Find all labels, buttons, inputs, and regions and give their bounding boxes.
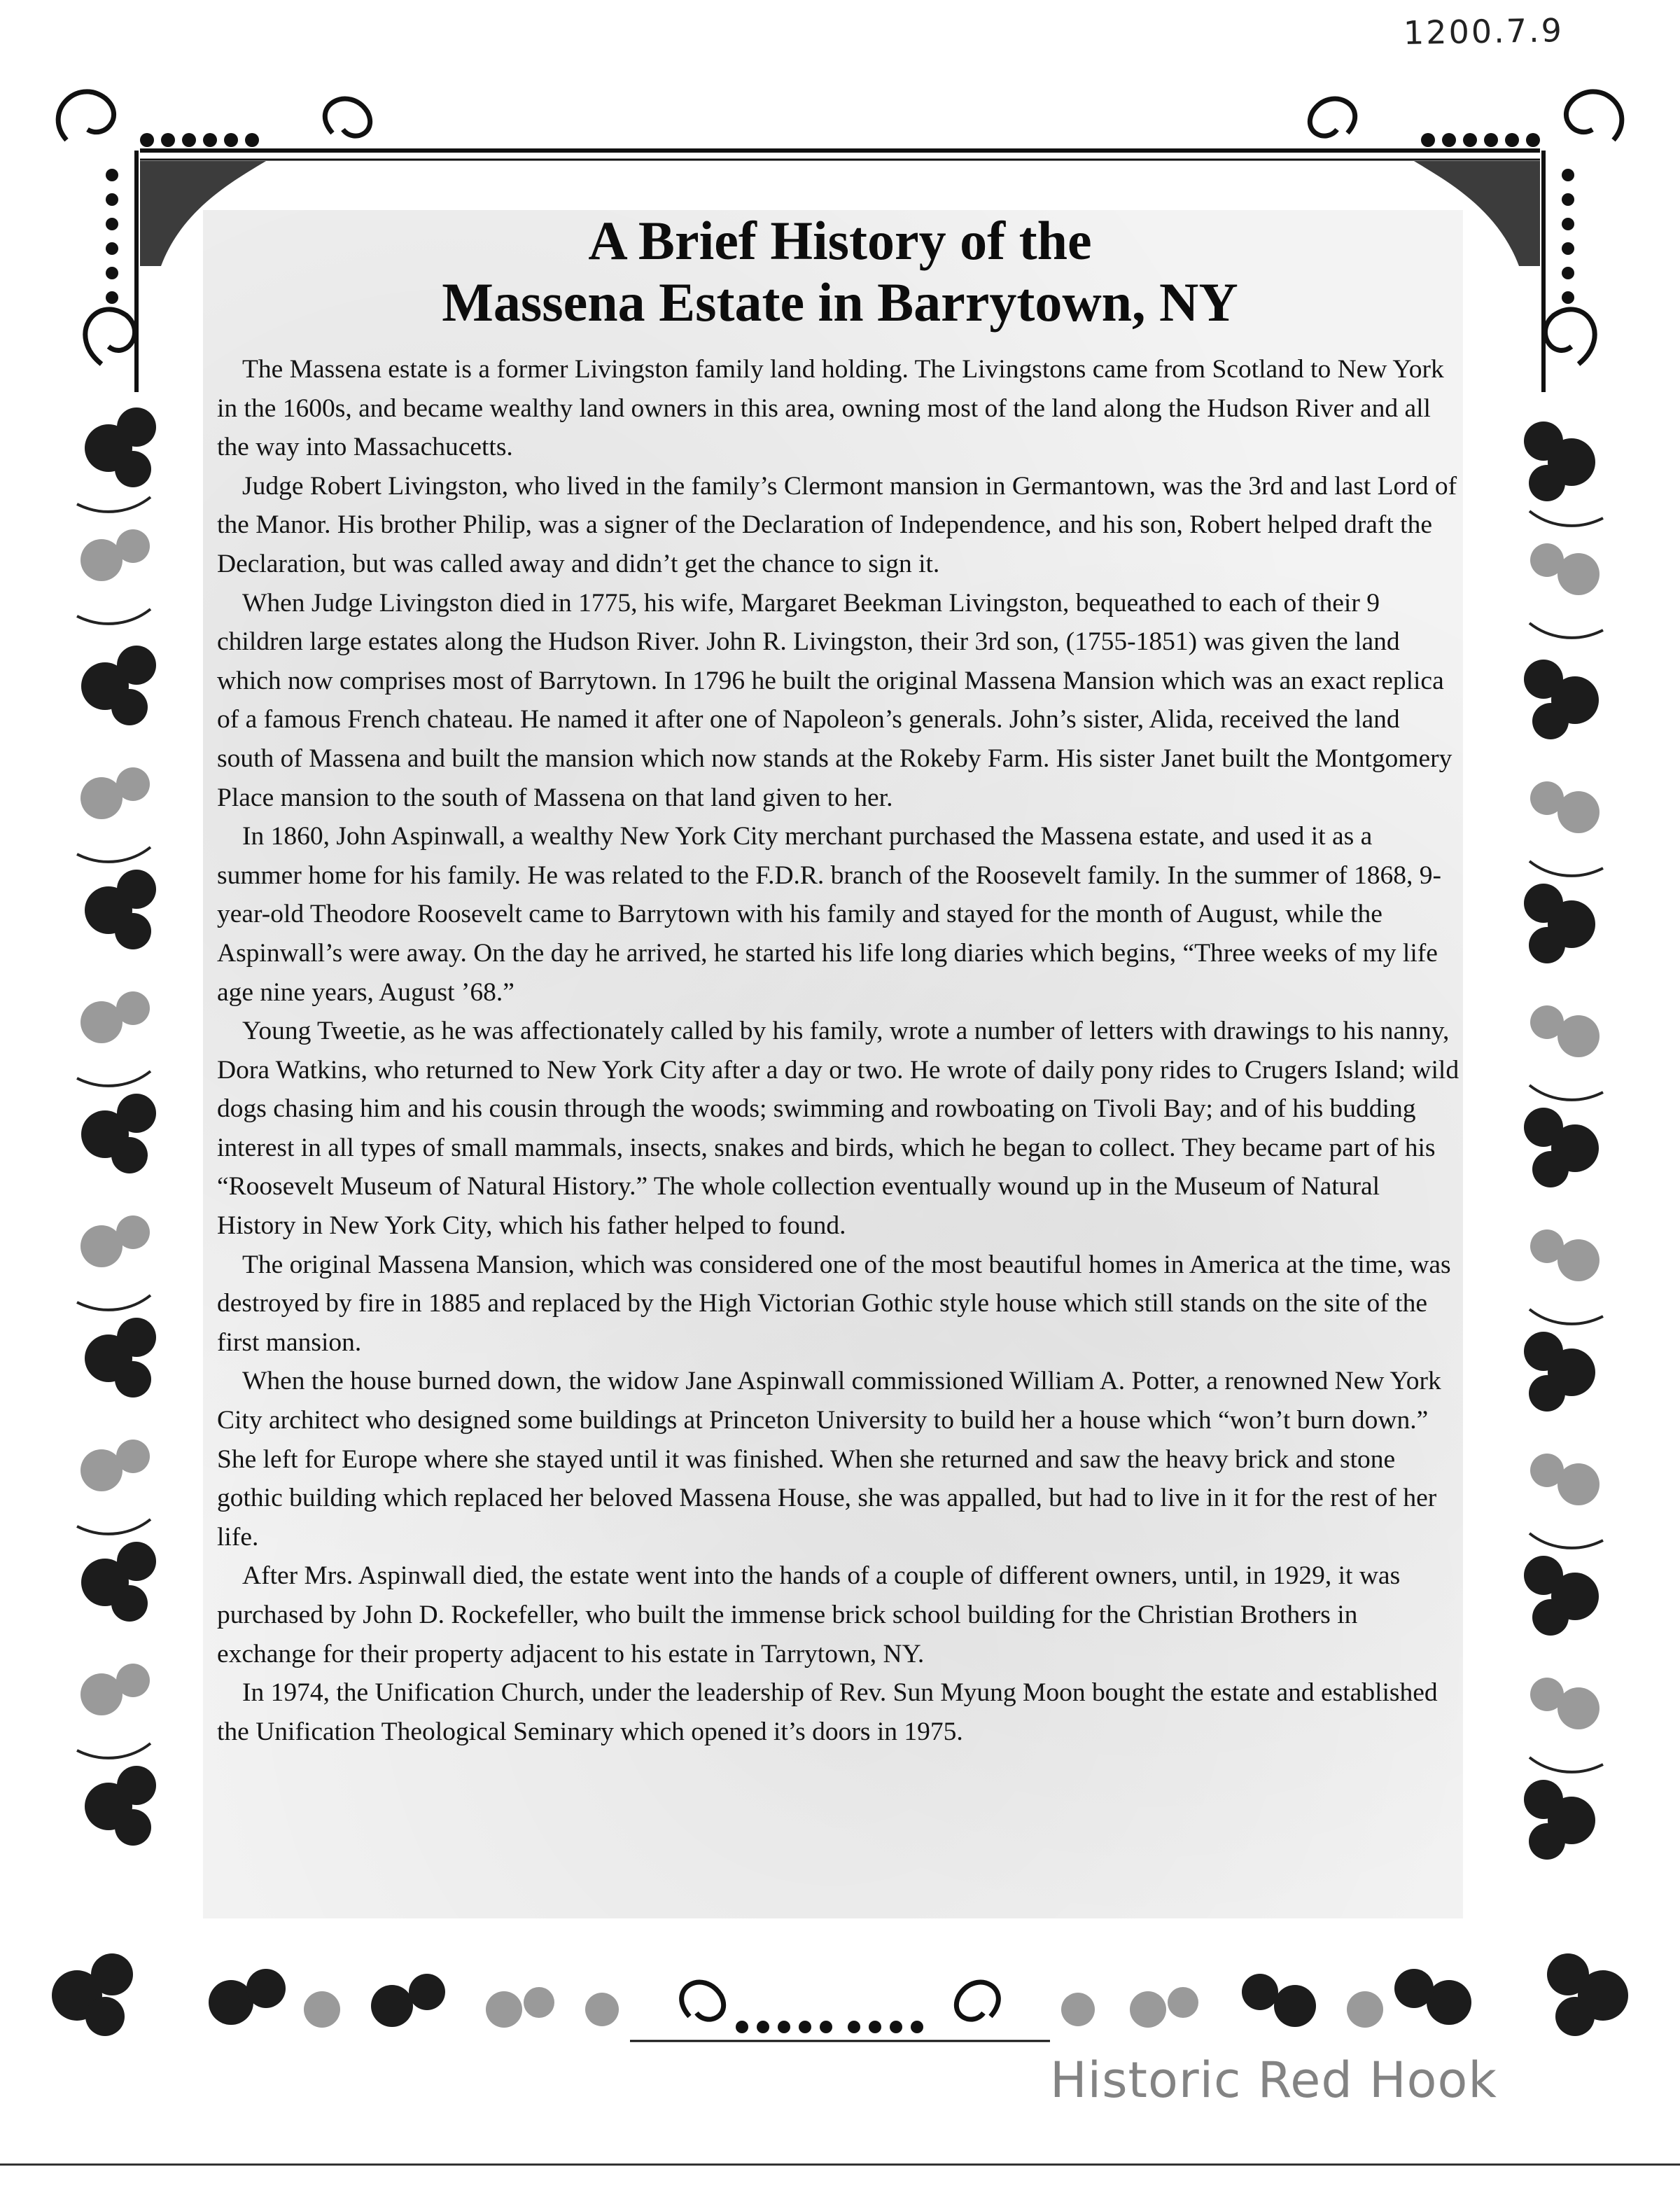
catalog-number: 1200.7.9 [1403, 11, 1564, 52]
paragraph: When the house burned down, the widow Jane Aspinwall commissioned William A. Potter, a renowned New York City architect who designed some buildings at Princeton University to build her a house which “won’t burn down.” She left for Europe where she stayed until it was finished. When she returned and saw the heavy brick and stone gothic building which replaced her beloved Massena House, she was appalled, but had to live in it for the rest of her life. [217, 1367, 1441, 1552]
paragraph: The Massena estate is a former Livingston family land holding. The Livingstons came from Scotland to New York in the 1600s, and became wealthy land owners in this area, owning most of the land along the Hudson River and all the way into Massachucetts. [217, 355, 1444, 462]
paragraph: In 1860, John Aspinwall, a wealthy New York City merchant purchased the Massena estate, and used it as a summer home for his family. He was related to the F.D.R. branch of the Roosevelt family. In the summer of 1868, 9-year-old Theodore Roosevelt came to Barrytown with his family and stayed for the month of August, while the Aspinwall’s were away. On the day he arrived, he started his life long diaries which begins, “Three weeks of my life age nine years, August ’68.” [217, 822, 1442, 1007]
watermark: Historic Red Hook [1050, 2051, 1497, 2109]
bottom-vine-leaf-icons [52, 1953, 1628, 2036]
paragraph: When Judge Livingston died in 1775, his wife, Margaret Beekman Livingston, bequeathed to each of their 9 children large estates along the Hudson River. John R. Livingston, their 3rd son, (1755-1851) was given the land which now comprises most of Barrytown. In 1796 he built the original Massena Mansion which was an exact replica of a famous French chateau. He named it after one of Napoleon’s generals. John’s sister, Alida, received the land south of Massena and built the mansion which now stands at the Rokeby Farm. His sister Janet built the Montgomery Place mansion to the south of Massena on that land given to her. [217, 588, 1452, 812]
paragraph: The original Massena Mansion, which was considered one of the most beautiful homes in America at the time, was destroyed by fire in 1885 and replaced by the High Victorian Gothic style house which still stands on the site of the first mansion. [217, 1250, 1451, 1357]
paragraph: Young Tweetie, as he was affectionately called by his family, wrote a number of letters with drawings to his nanny, Dora Watkins, who returned to New York City after a day or two. He wrote of daily pony rides to Crugers Island; wild dogs chasing him and his cousin through the woods; swimming and rowboating on Tivoli Bay; and of his budding interest in all types of small mammals, insects, snakes and birds, which he began to collect. They became part of his “Roosevelt Museum of Natural History.” The whole collection eventually wound up in the Museum of Natural History in New York City, which his father helped to found. [217, 1017, 1460, 1241]
title-line-1: A Brief History of the [588, 210, 1092, 271]
title-line-2: Massena Estate in Barrytown, NY [442, 272, 1238, 333]
paragraph: In 1974, the Unification Church, under the leadership of Rev. Sun Myung Moon bought the estate and established the Unification Theological Seminary which opened it’s doors in 1975. [217, 1678, 1438, 1746]
article-body [217, 350, 1463, 1751]
paragraph: Judge Robert Livingston, who lived in the family’s Clermont mansion in Germantown, was the 3rd and last Lord of the Manor. His brother Philip, was a signer of the Declaration of Independence, and his son, Robert helped draft the Declaration, but was called away and didn’t get the chance to sign it. [217, 471, 1457, 578]
right-vine-leaf-icons [1524, 421, 1603, 1860]
left-vine-leaf-icons [77, 407, 156, 1846]
paragraph: After Mrs. Aspinwall died, the estate went into the hands of a couple of different owners, until, in 1929, it was purchased by John D. Rockefeller, who built the immense brick school building for the Christian Brothers in exchange for their property adjacent to his estate in Tarrytown, NY. [217, 1561, 1401, 1668]
page-bottom-rule [0, 2163, 1680, 2166]
page-title [210, 210, 1470, 333]
